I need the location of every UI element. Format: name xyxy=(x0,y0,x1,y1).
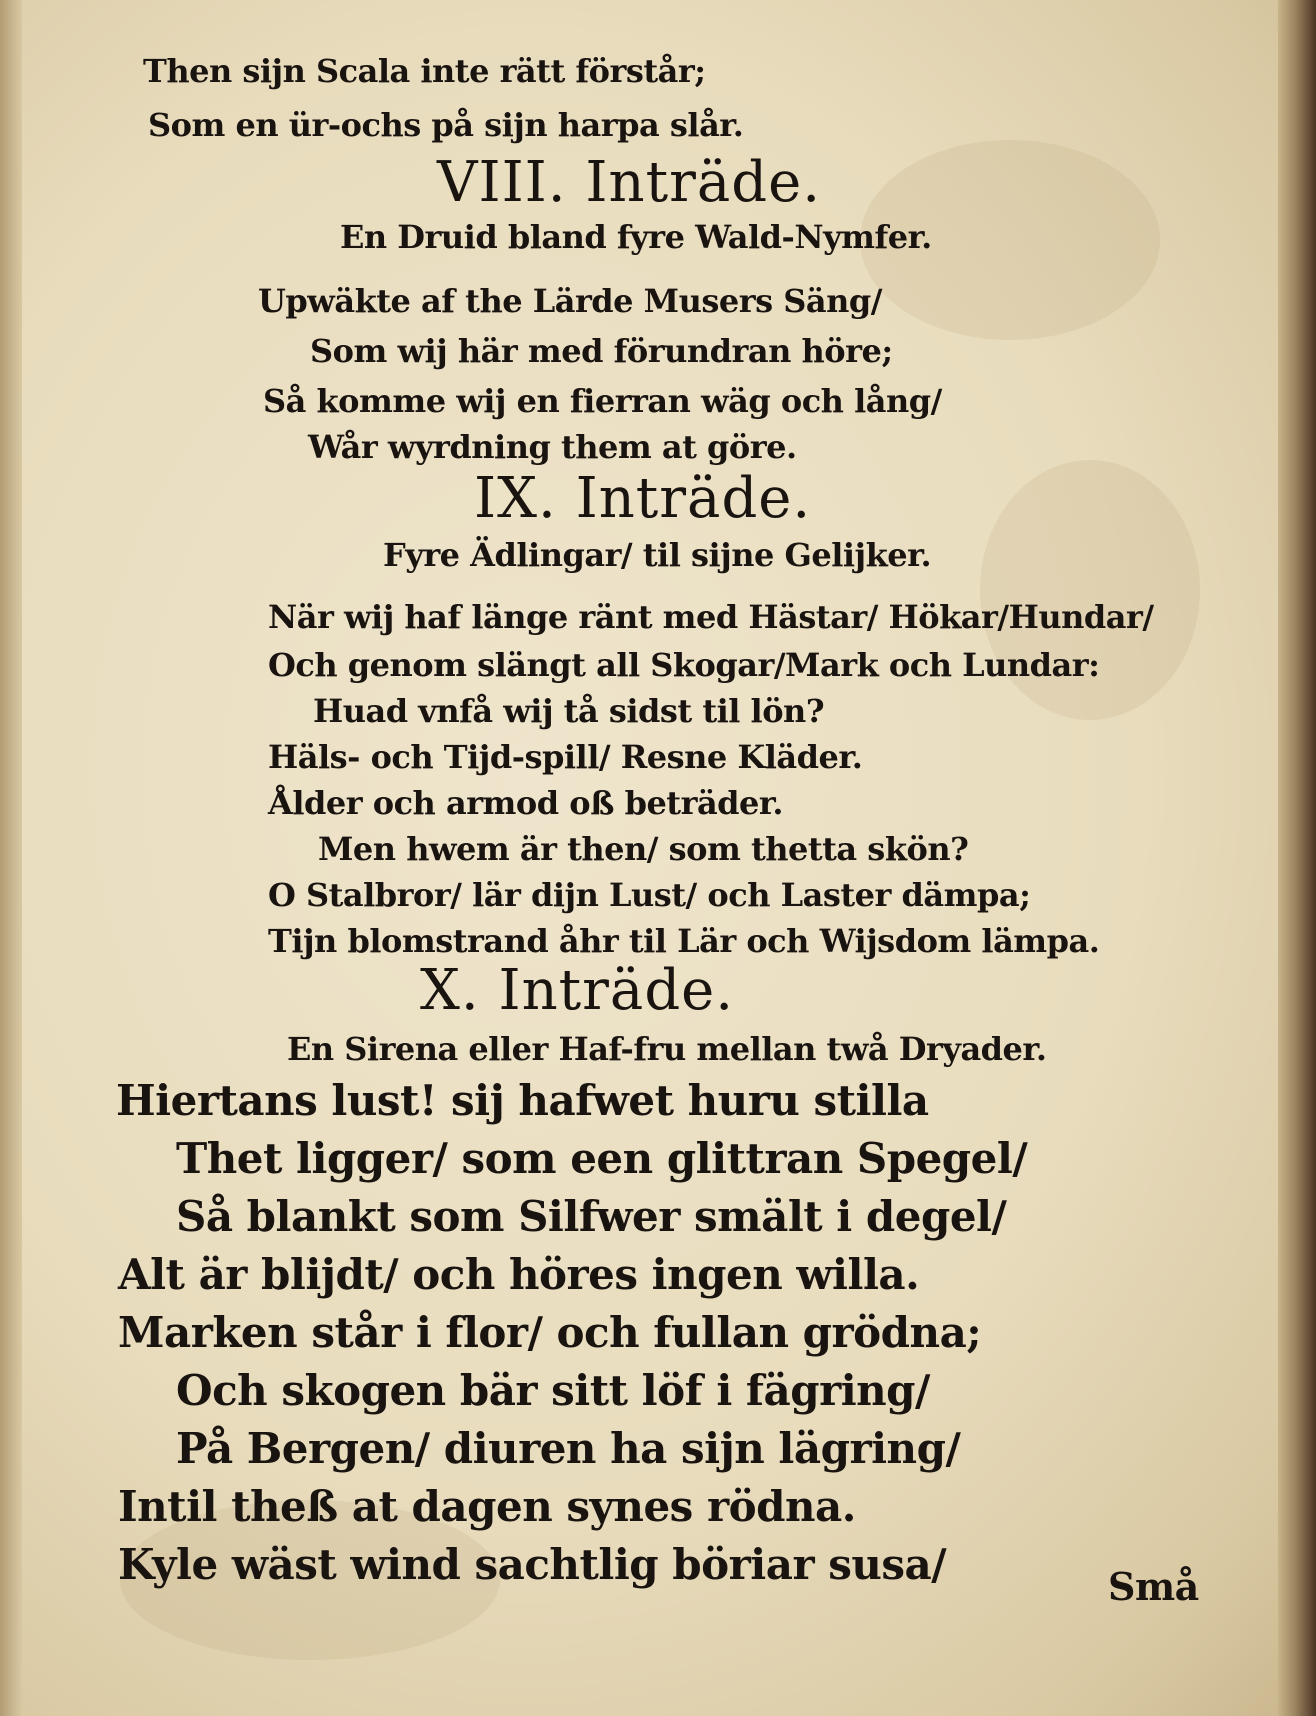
text-line: Så komme wij en fierran wäg och lång/ xyxy=(263,382,942,420)
text-line: På Bergen/ diuren ha sijn lägring/ xyxy=(176,1424,961,1473)
text-line: Huad vnfå wij tå sidst til lön? xyxy=(313,692,825,730)
text-line: Tijn blomstrand åhr til Lär och Wijsdom lämpa. xyxy=(268,922,1100,960)
text-line: Wår wyrdning them at göre. xyxy=(308,428,797,466)
text-line: Och skogen bär sitt löf i fägring/ xyxy=(176,1366,930,1415)
text-line: Kyle wäst wind sachtlig böriar susa/ xyxy=(118,1540,947,1589)
text-line: Marken står i flor/ och fullan grödna; xyxy=(118,1308,982,1357)
text-line: Men hwem är then/ som thetta skön? xyxy=(318,830,969,868)
section-subheading: En Druid bland fyre Wald-Nymfer. xyxy=(340,218,932,256)
text-line: Ålder och armod oß beträder. xyxy=(268,784,783,822)
text-line: O Stalbror/ lär dijn Lust/ och Laster dämpa; xyxy=(268,876,1031,914)
text-line: Intil theß at dagen synes rödna. xyxy=(118,1482,856,1531)
text-line: Upwäkte af the Lärde Musers Säng/ xyxy=(258,282,882,320)
text-line: Then sijn Scala inte rätt förstår; xyxy=(143,52,706,90)
section-subheading: En Sirena eller Haf-fru mellan twå Dryader. xyxy=(287,1030,1047,1068)
text-line: Häls- och Tijd-spill/ Resne Kläder. xyxy=(268,738,863,776)
text-line: Som wij här med förundran höre; xyxy=(310,332,893,370)
section-heading: X. Inträde. xyxy=(420,958,735,1023)
section-heading: IX. Inträde. xyxy=(474,466,812,531)
text-line: Alt är blijdt/ och höres ingen willa. xyxy=(118,1250,920,1299)
text-line: Hiertans lust! sij hafwet huru stilla xyxy=(116,1076,929,1125)
section-subheading: Fyre Ädlingar/ til sijne Gelijker. xyxy=(383,536,932,574)
text-line: Så blankt som Silfwer smält i degel/ xyxy=(176,1192,1007,1241)
text-line: Och genom slängt all Skogar/Mark och Lundar: xyxy=(268,646,1100,684)
section-heading: VIII. Inträde. xyxy=(437,150,822,215)
text-line: Thet ligger/ som een glittran Spegel/ xyxy=(176,1134,1028,1183)
catchword: Små xyxy=(1108,1564,1199,1609)
text-line: Som en ür-ochs på sijn harpa slår. xyxy=(148,106,744,144)
text-line: När wij haf länge ränt med Hästar/ Hökar/Hundar/ xyxy=(268,598,1154,636)
